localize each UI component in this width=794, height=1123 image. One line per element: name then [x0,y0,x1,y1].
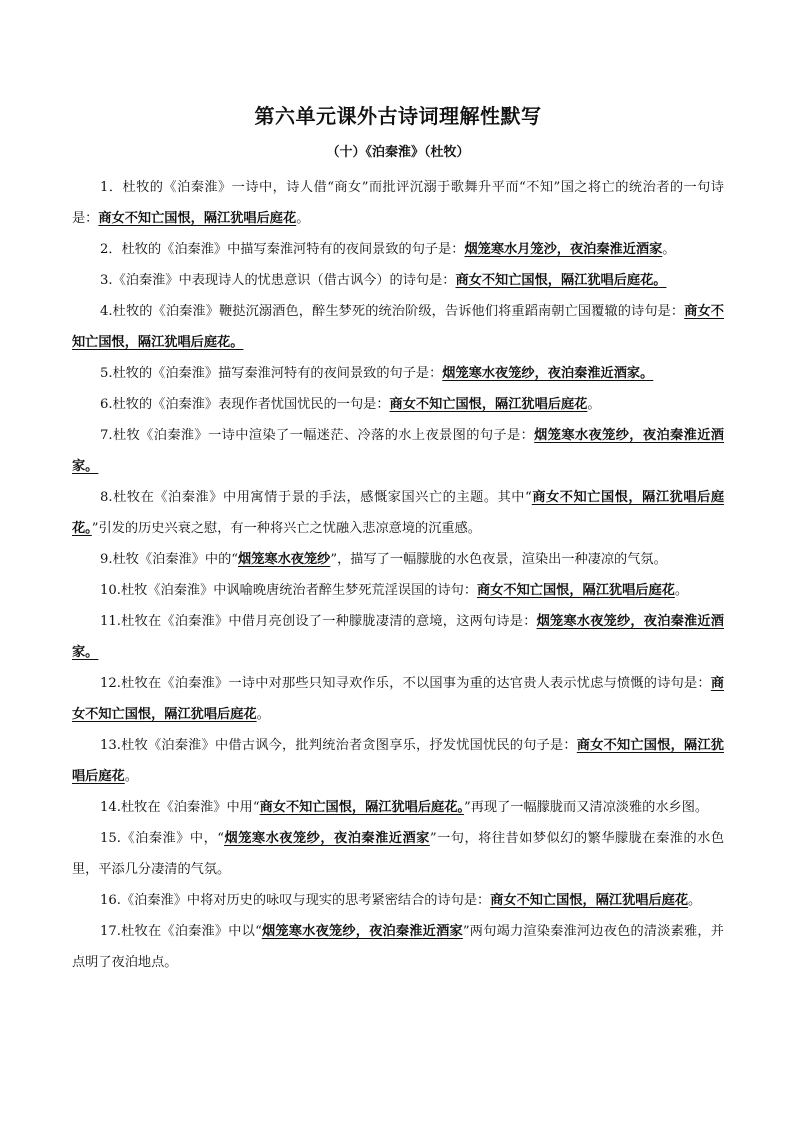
question-item [72,606,724,668]
question-trailing-text: 。 [256,707,270,722]
question-item [72,234,724,265]
answer-text: 商女不知亡国恨，隔江犹唱后庭花 [72,676,724,722]
answer-text: 烟笼寒水夜笼纱，夜泊秦淮近酒家。 [442,366,654,381]
question-trailing-text: 。 [688,893,702,908]
question-item [72,389,724,420]
answer-text: 商女不知亡国恨，隔江犹唱后庭花 [389,397,588,412]
answer-text: 烟笼寒水夜笼纱，夜泊秦淮近酒家 [261,924,463,939]
question-text: 14.杜牧在《泊秦淮》中用“ [100,800,260,815]
question-item [72,823,724,885]
question-text: 13.杜牧《泊秦淮》中借古讽今，批判统治者贪图享乐，抒发忧国忧民的句子是： [100,738,577,753]
question-text: 8.杜牧在《泊秦淮》中用寓情于景的手法，感慨家国兴亡的主题。其中“ [100,490,532,505]
answer-text: 烟笼寒水月笼沙，夜泊秦淮近酒家 [464,242,663,257]
question-item [72,885,724,916]
question-text: 5.杜牧的《泊秦淮》描写秦淮河特有的夜间景致的句子是： [100,366,443,381]
question-item [72,296,724,358]
question-trailing-text: 。 [662,242,676,257]
question-trailing-text: 。 [587,397,601,412]
answer-text: 烟笼寒水夜笼纱，夜泊秦淮近酒家 [224,831,430,846]
question-item [72,544,724,575]
question-item [72,668,724,730]
question-text: 11.杜牧在《泊秦淮》中借月亮创设了一种朦胧凄清的意境，这两句诗是： [100,614,537,629]
question-list [72,172,724,978]
question-item [72,916,724,978]
answer-text: 商女不知亡国恨，隔江犹唱后庭花 [490,893,689,908]
question-trailing-text: 。 [296,211,310,226]
question-trailing-text: 。 [124,769,138,784]
question-item [72,172,724,234]
question-text: 17.杜牧在《泊秦淮》中以“ [100,924,262,939]
answer-text: 商女不知亡国恨，隔江犹唱后庭花 [72,738,724,784]
question-trailing-text: ”，描写了一幅朦胧的水色夜景，渲染出一种凄凉的气氛。 [330,552,667,567]
question-text: 6.杜牧的《泊秦淮》表现作者忧国忧民的一句是： [100,397,390,412]
section-subtitle: （十）《泊秦淮》（杜牧） [326,145,470,160]
question-item [72,420,724,482]
question-item [72,792,724,823]
question-trailing-text: ”一句，将往昔如梦似幻的繁华朦胧在秦淮的水色里，平添几分凄清的气氛。 [72,831,725,877]
question-trailing-text: 。 [674,583,689,598]
answer-text: 商女不知亡国恨，隔江犹唱后庭花。 [72,490,725,536]
answer-text: 商女不知亡国恨，隔江犹唱后庭花。 [259,800,464,815]
answer-text: 商女不知亡国恨，隔江犹唱后庭花。 [72,304,724,350]
answer-text: 烟笼寒水夜笼纱，夜泊秦淮近酒家。 [72,428,724,474]
question-item [72,358,724,389]
question-text: 7.杜牧《泊秦淮》一诗中渲染了一幅迷茫、冷落的水上夜景图的句子是： [100,428,535,443]
question-text: 12.杜牧在《泊秦淮》一诗中对那些只知寻欢作乐，不以国事为重的达官贵人表示忧虑与愤慨的诗句是： [100,676,711,691]
question-text: 10.杜牧《泊秦淮》中讽喻晚唐统治者醉生梦死荒淫误国的诗句： [100,583,478,598]
question-item [72,265,724,296]
question-text: 2．杜牧的《泊秦淮》中描写秦淮河特有的夜间景致的句子是： [100,242,465,257]
document-title: 第六单元课外古诗词理解性默写 [254,104,542,128]
question-item [72,730,724,792]
question-text: 9.杜牧《泊秦淮》中的“ [100,552,239,567]
question-text: 16.《泊秦淮》中将对历史的咏叹与现实的思考紧密结合的诗句是： [100,893,491,908]
question-text: 15.《泊秦淮》中，“ [100,831,225,846]
question-trailing-text: ”再现了一幅朦胧而又清凉淡雅的水乡图。 [464,800,709,815]
question-text: 4.杜牧的《泊秦淮》鞭挞沉溺酒色，醉生梦死的统治阶级，告诉他们将重蹈南朝亡国覆辙的诗句是： [100,304,685,319]
answer-text: 商女不知亡国恨，隔江犹唱后庭花 [477,583,675,598]
question-text: 3.《泊秦淮》中表现诗人的忧患意识（借古讽今）的诗句是： [100,273,456,288]
answer-text: 烟笼寒水夜笼纱 [238,552,331,567]
question-item [72,575,724,606]
question-trailing-text: ”引发的历史兴衰之慰，有一种将兴亡之忧融入悲凉意境的沉重感。 [91,521,481,536]
question-item [72,482,724,544]
answer-text: 烟笼寒水夜笼纱，夜泊秦淮近酒家。 [72,614,724,660]
answer-text: 商女不知亡国恨，隔江犹唱后庭花 [98,211,297,226]
question-trailing-text: ”两句竭力渲染秦淮河边夜色的清淡素雅，并点明了夜泊地点。 [72,924,724,970]
answer-text: 商女不知亡国恨，隔江犹唱后庭花。 [455,273,667,288]
question-text: 1．杜牧的《泊秦淮》一诗中，诗人借“商女”而批评沉溺于歌舞升平而“不知”国之将亡的统治者的一句诗是： [72,180,724,226]
